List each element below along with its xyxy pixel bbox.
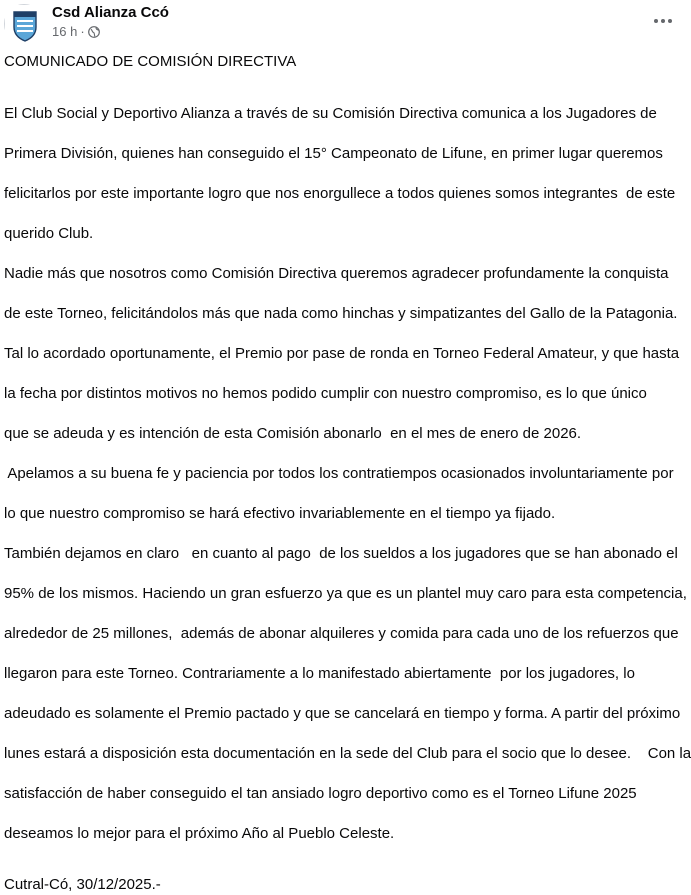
post-line: que se adeuda y es intención de esta Comisión abonarlo en el mes de enero de 2026. bbox=[4, 425, 582, 442]
post-line: lo que nuestro compromiso se hará efectivo invariablemente en el tiempo ya fijado. bbox=[4, 505, 556, 522]
post-line: adeudado es solamente el Premio pactado y que se cancelará en tiempo y forma. A partir del próximo bbox=[4, 705, 681, 722]
more-options-icon bbox=[654, 19, 658, 23]
post-header bbox=[0, 0, 678, 44]
post-line: alrededor de 25 millones, además de abonar alquileres y comida para cada uno de los refuerzos que bbox=[4, 625, 679, 642]
globe-icon[interactable] bbox=[88, 26, 100, 38]
post-line: llegaron para este Torneo. Contrariamente a lo manifestado abiertamente por los jugadores, lo bbox=[4, 665, 635, 682]
post-line: Nadie más que nosotros como Comisión Directiva queremos agradecer profundamente la conquista bbox=[4, 265, 669, 282]
post-line: 95% de los mismos. Haciendo un gran esfuerzo ya que es un plantel muy caro para esta competencia, bbox=[4, 585, 687, 602]
post-content bbox=[4, 84, 691, 864]
post-line: lunes estará a disposición esta documentación en la sede del Club para el socio que lo desee. Con la bbox=[4, 745, 691, 762]
post-signoff: Cutral-Có, 30/12/2025.- bbox=[4, 876, 161, 893]
post-line: de este Torneo, felicitándolos más que nada como hinchas y simpatizantes del Gallo de la Patagonia. bbox=[4, 305, 678, 322]
club-avatar[interactable] bbox=[4, 4, 44, 44]
post-author[interactable]: Csd Alianza Ccó bbox=[52, 4, 169, 21]
post-line: También dejamos en claro en cuanto al pago de los sueldos a los jugadores que se han abonado el bbox=[4, 545, 678, 562]
post-time[interactable]: 16 h bbox=[52, 24, 78, 39]
post-line: Tal lo acordado oportunamente, el Premio por pase de ronda en Torneo Federal Amateur, y que hasta bbox=[4, 345, 680, 362]
meta-separator: · bbox=[80, 24, 85, 39]
post-line: Primera División, quienes han conseguido el 15° Campeonato de Lifune, en primer lugar queremos bbox=[4, 145, 663, 162]
post-line: Apelamos a su buena fe y paciencia por todos los contratiempos ocasionados involuntariamente por bbox=[4, 465, 674, 482]
post-line: la fecha por distintos motivos no hemos podido cumplir con nuestro compromiso, es lo que único bbox=[4, 385, 647, 402]
club-crest-icon bbox=[5, 5, 45, 45]
post-line: satisfacción de haber conseguido el tan ansiado logro deportivo como es el Torneo Lifune 2025 bbox=[4, 785, 637, 802]
post-line: deseamos lo mejor para el próximo Año al Pueblo Celeste. bbox=[4, 825, 395, 842]
post-title: COMUNICADO DE COMISIÓN DIRECTIVA bbox=[4, 53, 297, 70]
post-meta bbox=[52, 24, 100, 40]
post-line: El Club Social y Deportivo Alianza a través de su Comisión Directiva comunica a los Jugadores de bbox=[4, 105, 657, 122]
more-options-button[interactable] bbox=[650, 10, 676, 32]
post-line: querido Club. bbox=[4, 225, 94, 242]
post-line: felicitarlos por este importante logro que nos enorgullece a todos quienes somos integrantes de este bbox=[4, 185, 676, 202]
post-body bbox=[4, 52, 691, 895]
